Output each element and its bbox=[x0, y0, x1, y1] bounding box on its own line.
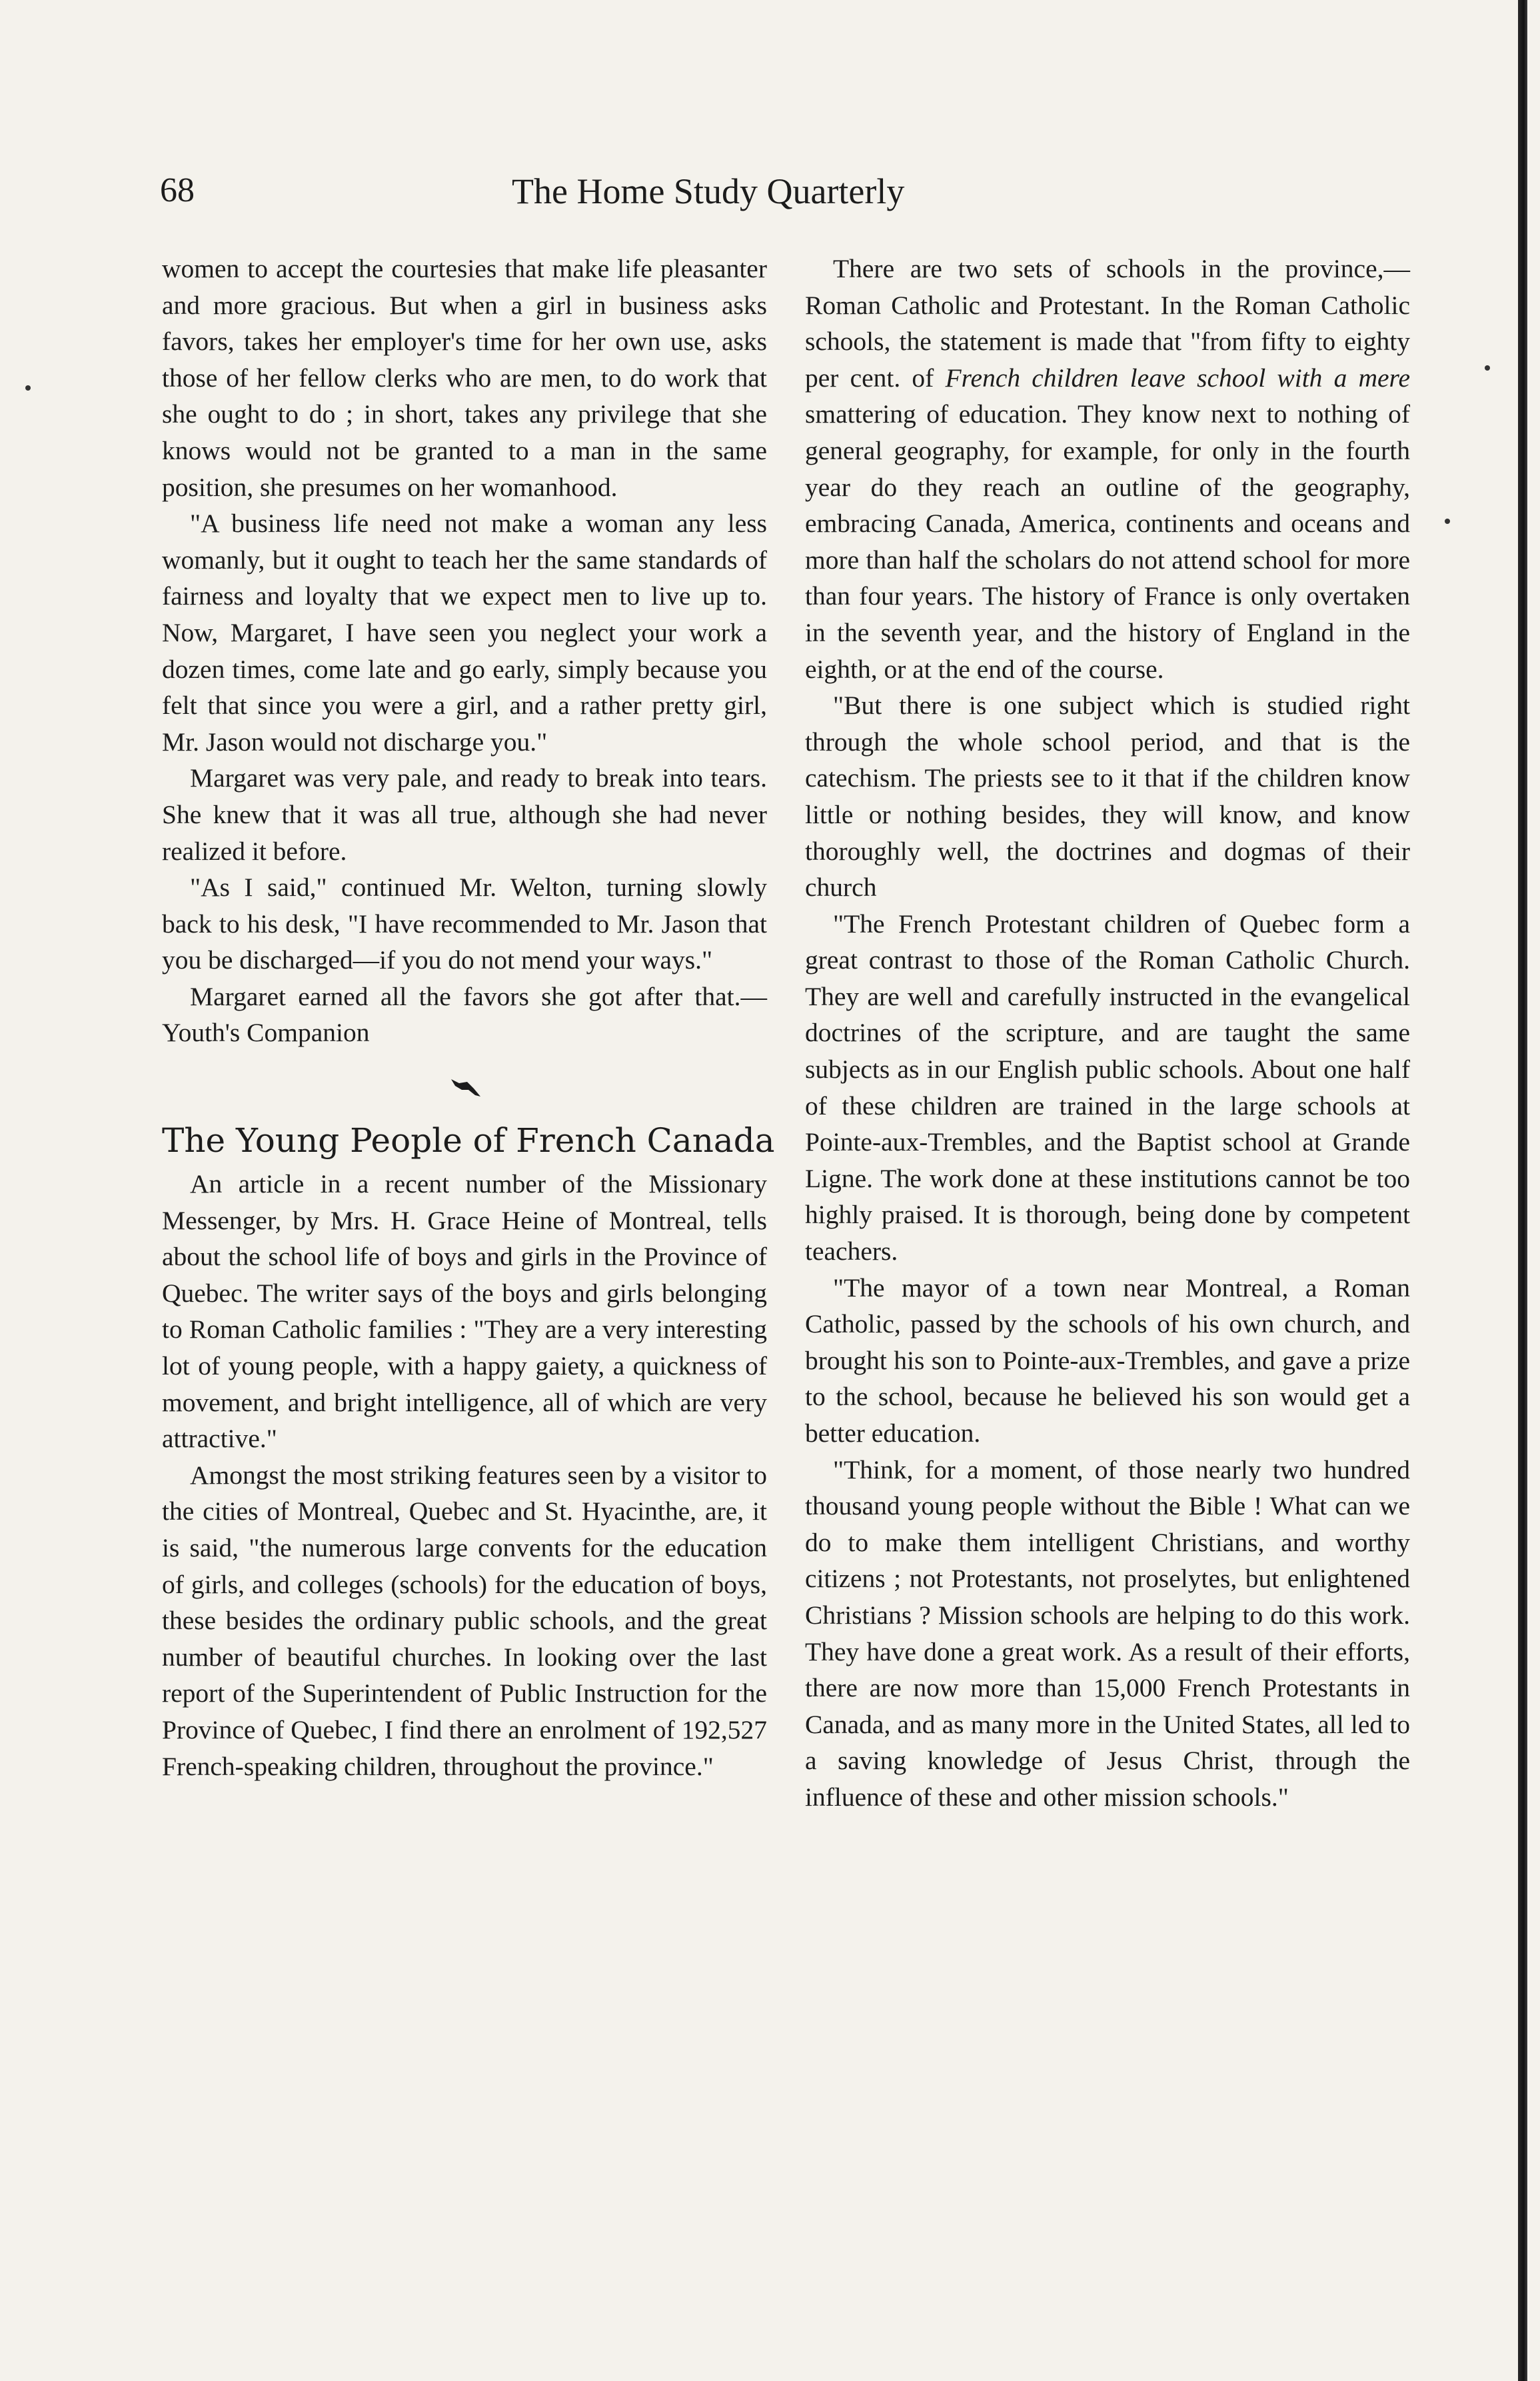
paragraph: "As I said," continued Mr. Welton, turning slowly back to his desk, "I have recommended to Mr. Jason that you be discharged—if you do not mend your ways." bbox=[162, 873, 767, 975]
paragraph-text: There are two sets of schools in the province,—Roman Catholic and Protestant. In the Roman Catholic schools, the statement is made that "from fifty to eighty per cent. of bbox=[805, 254, 1410, 393]
paragraph: "The mayor of a town near Montreal, a Roman Catholic, passed by the schools of his own church, and brought his son to Pointe-aux-Trembles, and gave a prize to the school, because he believed his son would get a better education. bbox=[805, 1272, 1410, 1448]
page-binding-edge bbox=[1518, 0, 1527, 2381]
paragraph bbox=[805, 251, 1410, 687]
scan-speck bbox=[1485, 365, 1490, 371]
page-number: 68 bbox=[160, 171, 195, 209]
paragraph: "But there is one subject which is studied right through the whole school period, and that is the catechism. The priests see to it that if the children know little or nothing besides, they will know, and know thoroughly well, the doctrines and dogmas of their church bbox=[805, 691, 1410, 903]
paragraph: Margaret was very pale, and ready to break into tears. She knew that it was all true, although she had never realized it before. bbox=[162, 763, 767, 866]
right-column bbox=[805, 251, 1410, 1816]
running-title: The Home Study Quarterly bbox=[512, 171, 905, 211]
paragraph-text: smattering of education. They know next to nothing of general geography, for example, for only in the fourth year do they reach an outline of the geography, embracing Canada, America, continents and oceans and more than half the scholars do not attend school for more than four years. The history of France is only overtaken in the seventh year, and the history of England in the eighth, or at the end of the course. bbox=[805, 399, 1410, 684]
scan-speck bbox=[1445, 519, 1450, 524]
paragraph: "A business life need not make a woman any less womanly, but it ought to teach her the same standards of fairness and loyalty that we expect men to live up to. Now, Margaret, I have seen you neglect your work a dozen times, come late and go early, simply because you felt that since you were a girl, and a rather pretty girl, Mr. Jason would not discharge you." bbox=[162, 509, 767, 757]
paragraph: An article in a recent number of the Missionary Messenger, by Mrs. H. Grace Heine of Montreal, tells about the school life of boys and girls in the Province of Quebec. The writer says of the boys and girls belonging to Roman Catholic families : "They are a very interesting lot of young people, with a happy gaiety, a quickness of movement, and bright intelligence, all of which are very attractive." bbox=[162, 1169, 767, 1454]
paragraph: women to accept the courtesies that make life pleasanter and more gracious. But when a girl in business asks favors, takes her employer's time for her own use, asks those of her fellow clerks who are men, to do work that she ought to do ; in short, takes any privilege that she knows would not be granted to a man in the same position, she presumes on her womanhood. bbox=[162, 254, 767, 502]
paragraph: "The French Protestant children of Quebec form a great contrast to those of the Roman Catholic Church. They are well and carefully instructed in the evangelical doctrines of the scripture, and are taught the same subjects as in our English public schools. About one half of these children are trained in the large schools at Pointe-aux-Trembles, and the Baptist school at Grande Ligne. The work done at these institutions cannot be too highly praised. It is thorough, being done by competent teachers. bbox=[805, 909, 1410, 1266]
page-header bbox=[160, 171, 1066, 217]
paragraph: Amongst the most striking features seen by a visitor to the cities of Montreal, Quebec and St. Hyacinthe, are, it is said, "the numerous large convents for the education of girls, and colleges (schools) for the education of boys, these besides the ordinary public schools, and the great number of beautiful churches. In looking over the last report of the Superintendent of Public Instruction for the Province of Quebec, I find there an enrolment of 192,527 French-speaking children, throughout the province." bbox=[162, 1460, 767, 1781]
paragraph: "Think, for a moment, of those nearly two hundred thousand young people without the Bible ! What can we do to make them intelligent Christians, and worthy citizens ; not Protestants, not proselytes, but enlightened Christians ? Mission schools are helping to do this work. They have done a great work. As a result of their efforts, there are now more than 15,000 French Protestants in Canada, and as many more in the United States, all led to a saving knowledge of Jesus Christ, through the influence of these and other mission schools." bbox=[805, 1454, 1410, 1812]
section-divider-ornament-icon bbox=[162, 1066, 767, 1109]
paragraph: Margaret earned all the favors she got after that.—Youth's Companion bbox=[162, 981, 767, 1048]
scan-speck bbox=[25, 385, 31, 391]
section-title: The Young People of French Canada bbox=[162, 1121, 775, 1161]
left-column bbox=[162, 251, 775, 1784]
italic-quote: French children leave school with a mere bbox=[945, 363, 1410, 393]
